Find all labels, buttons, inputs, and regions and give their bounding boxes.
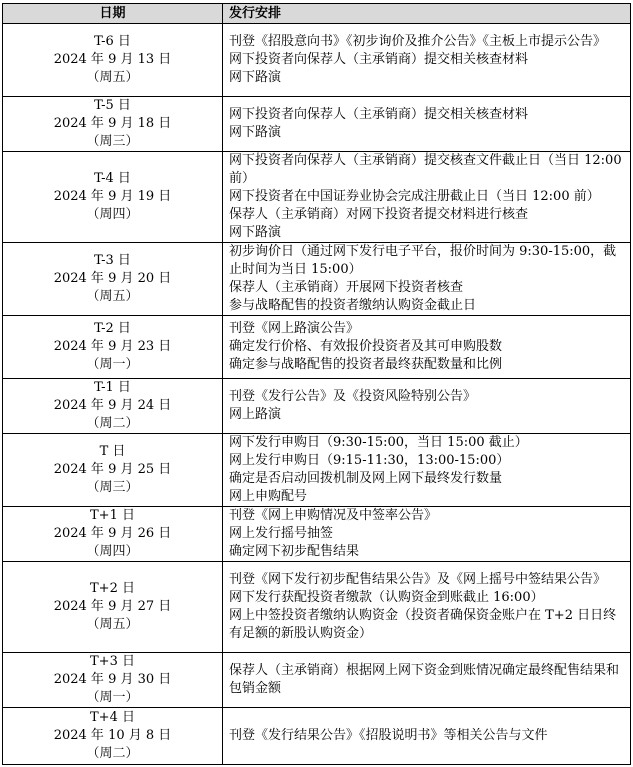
date-day: T-3 日 [94, 253, 131, 268]
date-date: 2024 年 10 月 8 日 [53, 728, 172, 743]
date-day: T 日 [99, 444, 126, 459]
arrangement-cell [223, 243, 631, 316]
date-cell [3, 562, 223, 653]
date-weekday: （周一） [86, 357, 139, 372]
arrangement-item: 网下路演 [229, 225, 282, 240]
arrangement-item: 网上申购配号 [229, 489, 308, 504]
date-date: 2024 年 9 月 13 日 [53, 52, 172, 67]
date-weekday: （周五） [86, 617, 139, 632]
date-date: 2024 年 9 月 19 日 [53, 189, 172, 204]
date-cell [3, 434, 223, 507]
date-date: 2024 年 9 月 20 日 [53, 271, 172, 286]
table-row [3, 379, 631, 434]
arrangement-item: 保荐人（主承销商）根据网上网下资金到账情况确定最终配售结果和包销金额 [229, 663, 620, 696]
date-day: T+1 日 [90, 508, 135, 523]
date-day: T+2 日 [90, 581, 135, 596]
arrangement-cell [223, 434, 631, 507]
table-row [3, 708, 631, 765]
arrangement-cell [223, 507, 631, 562]
header-date: 日期 [3, 4, 223, 24]
header-arrangement: 发行安排 [223, 4, 631, 24]
date-weekday: （周一） [86, 690, 139, 705]
arrangement-item: 刊登《网上申购情况及中签率公告》 [229, 508, 438, 523]
arrangement-item: 网下发行获配投资者缴款（认购资金到账截止 16:00） [229, 590, 544, 605]
date-cell [3, 379, 223, 434]
issuance-schedule-table [2, 3, 631, 765]
date-weekday: （周二） [86, 416, 139, 431]
arrangement-cell [223, 708, 631, 765]
arrangement-item: 初步询价日（通过网下发行电子平台，报价时间为 9:30-15:00，截止时间为当日 15:00） [229, 244, 617, 277]
arrangement-cell [223, 152, 631, 243]
table-row [3, 24, 631, 97]
arrangement-cell [223, 562, 631, 653]
date-day: T+4 日 [90, 710, 135, 725]
table-row [3, 316, 631, 379]
arrangement-item: 网上路演 [229, 407, 282, 422]
date-cell [3, 316, 223, 379]
date-weekday: （周二） [86, 746, 139, 761]
table-row [3, 152, 631, 243]
arrangement-item: 参与战略配售的投资者缴纳认购资金截止日 [229, 298, 477, 313]
date-date: 2024 年 9 月 23 日 [53, 339, 172, 354]
table-row [3, 653, 631, 708]
date-cell [3, 507, 223, 562]
date-cell [3, 243, 223, 316]
arrangement-item: 刊登《发行公告》及《投资风险特别公告》 [229, 389, 477, 404]
table-row [3, 243, 631, 316]
date-date: 2024 年 9 月 24 日 [53, 398, 172, 413]
date-day: T-2 日 [94, 321, 131, 336]
table-header-row [3, 4, 631, 24]
date-weekday: （周五） [86, 289, 139, 304]
date-day: T-6 日 [94, 34, 131, 49]
arrangement-item: 网下投资者向保荐人（主承销商）提交核查文件截止日（当日 12:00 前） [229, 153, 622, 186]
date-day: T+3 日 [90, 654, 135, 669]
arrangement-cell [223, 316, 631, 379]
arrangement-item: 确定是否启动回拨机制及网上网下最终发行数量 [229, 471, 503, 486]
date-weekday: （周三） [86, 134, 139, 149]
date-cell [3, 24, 223, 97]
table-body [3, 24, 631, 765]
date-date: 2024 年 9 月 30 日 [53, 672, 172, 687]
arrangement-item: 网下投资者在中国证券业协会完成注册截止日（当日 12:00 前） [229, 189, 600, 204]
date-weekday: （周五） [86, 70, 139, 85]
arrangement-cell [223, 97, 631, 152]
date-weekday: （周三） [86, 480, 139, 495]
date-cell [3, 152, 223, 243]
date-cell [3, 708, 223, 765]
date-weekday: （周四） [86, 544, 139, 559]
arrangement-cell [223, 653, 631, 708]
arrangement-item: 确定发行价格、有效报价投资者及其可申购股数 [229, 339, 503, 354]
table-row [3, 434, 631, 507]
date-date: 2024 年 9 月 18 日 [53, 116, 172, 131]
arrangement-item: 网上发行摇号抽签 [229, 526, 334, 541]
date-date: 2024 年 9 月 26 日 [53, 526, 172, 541]
table-row [3, 97, 631, 152]
arrangement-item: 刊登《招股意向书》《初步询价及推介公告》《主板上市提示公告》 [229, 34, 607, 49]
arrangement-item: 刊登《网上路演公告》 [229, 321, 360, 336]
date-day: T-1 日 [94, 380, 131, 395]
arrangement-item: 保荐人（主承销商）开展网下投资者核查 [229, 280, 464, 295]
date-date: 2024 年 9 月 25 日 [53, 462, 172, 477]
arrangement-item: 确定参与战略配售的投资者最终获配数量和比例 [229, 357, 503, 372]
arrangement-item: 网下路演 [229, 125, 282, 140]
date-cell [3, 97, 223, 152]
arrangement-cell [223, 24, 631, 97]
arrangement-item: 网下投资者向保荐人（主承销商）提交相关核查材料 [229, 107, 529, 122]
arrangement-item: 刊登《发行结果公告》《招股说明书》等相关公告与文件 [229, 728, 548, 743]
arrangement-cell [223, 379, 631, 434]
table-row [3, 507, 631, 562]
table-row [3, 562, 631, 653]
arrangement-item: 保荐人（主承销商）对网下投资者提交材料进行核查 [229, 207, 529, 222]
arrangement-item: 网上发行申购日（9:15-11:30，13:00-15:00） [229, 453, 510, 468]
arrangement-item: 网下发行申购日（9:30-15:00，当日 15:00 截止） [229, 435, 528, 450]
date-date: 2024 年 9 月 27 日 [53, 599, 172, 614]
date-weekday: （周四） [86, 207, 139, 222]
arrangement-item: 网下路演 [229, 70, 282, 85]
arrangement-item: 网上中签投资者缴纳认购资金（投资者确保资金账户在 T+2 日日终有足额的新股认购资金） [229, 608, 617, 641]
arrangement-item: 刊登《网下发行初步配售结果公告》及《网上摇号中签结果公告》 [229, 572, 607, 587]
date-day: T-4 日 [94, 171, 131, 186]
date-day: T-5 日 [94, 98, 131, 113]
arrangement-item: 网下投资者向保荐人（主承销商）提交相关核查材料 [229, 52, 529, 67]
arrangement-item: 确定网下初步配售结果 [229, 544, 360, 559]
date-cell [3, 653, 223, 708]
